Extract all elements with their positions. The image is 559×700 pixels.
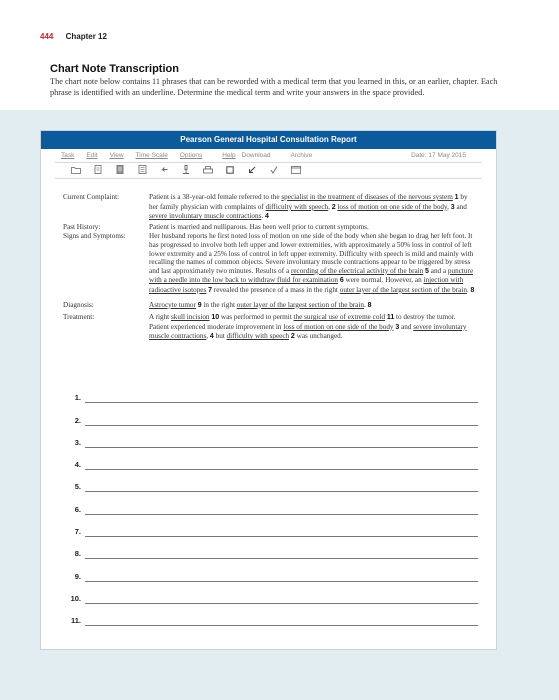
note-text-run: revealed the presence of a mass in the right <box>212 285 340 294</box>
answer-row <box>63 582 478 604</box>
answer-number: 4. <box>74 460 81 470</box>
note-text-run: A right <box>149 313 171 322</box>
diagnosis-text <box>149 301 475 311</box>
print-icon[interactable] <box>197 166 219 176</box>
answer-line[interactable] <box>85 572 478 582</box>
menu-view[interactable]: View <box>109 152 124 159</box>
answer-list <box>63 381 478 626</box>
answer-line[interactable] <box>85 482 478 492</box>
underlined-phrase: outer layer of the largest section of the brain <box>236 300 364 309</box>
reference-number: 2 <box>290 333 295 341</box>
note-text-run: to destroy the tumor. Patient experienced moderate improvement in <box>149 313 456 331</box>
answer-line[interactable] <box>85 527 478 537</box>
reference-number: 6 <box>339 277 344 285</box>
answer-row <box>63 604 478 626</box>
answer-number: 3. <box>74 437 81 447</box>
note-text-run: Her husband reports he first noted loss of motion on one side of the body when she began to drag her left foot. It has progressed to involve both left upper and lower extremities, with approximately a 50% loss in control of left lower extremity and a 25% loss of control in left upper extremity. Difficulty with speech is mild and mainly with recalling the names of common objects. Severe involuntary muscle contractions appear to be triggered by stress and last approximately two minutes. Results of a <box>149 232 474 275</box>
menu-archive[interactable]: Archive <box>290 152 313 159</box>
menu-download[interactable]: Download <box>241 152 271 159</box>
back-icon[interactable] <box>153 165 175 176</box>
note-text-run: but <box>213 332 227 341</box>
note-text-run: in the right <box>201 300 237 309</box>
reference-number: 3 <box>450 203 455 211</box>
diagnosis-row <box>63 301 475 311</box>
underlined-phrase: Astrocyte tumor <box>149 300 196 309</box>
answer-line[interactable] <box>85 460 478 470</box>
current-complaint-label: Current Complaint: <box>63 193 120 201</box>
note-text-run: and a <box>428 266 448 275</box>
reference-number: 5 <box>425 267 429 275</box>
answer-row <box>63 448 478 470</box>
underlined-phrase: specialist in the treatment of diseases of the nervous system <box>281 193 453 201</box>
document-icon[interactable] <box>87 165 109 176</box>
note-text-run: was unchanged. <box>294 332 343 341</box>
reference-number: 9 <box>197 301 202 309</box>
underlined-phrase: severe involuntary muscle contractions <box>149 212 262 221</box>
answer-number: 5. <box>74 482 81 492</box>
answer-row <box>63 470 478 492</box>
note-text-run: by her family physician with complaints of <box>149 193 468 211</box>
answer-number: 11. <box>70 616 81 626</box>
answer-row <box>63 403 478 425</box>
underlined-phrase: the surgical use of extreme cold <box>293 313 386 322</box>
microscope-icon[interactable] <box>175 165 197 176</box>
report-title: Pearson General Hospital Consultation Report <box>41 131 496 149</box>
past-history-text: Patient is married and nulliparous. Has been well prior to current symptoms. <box>149 222 369 231</box>
answer-number: 6. <box>74 504 81 514</box>
treatment-row <box>63 313 475 342</box>
menu-bar <box>41 149 496 162</box>
answer-line[interactable] <box>85 505 478 515</box>
current-complaint-row <box>63 193 475 222</box>
menu-edit[interactable]: Edit <box>86 152 98 159</box>
note-text-run: and <box>399 322 414 331</box>
note-text-run: Patient is a 38-year-old female referred to the <box>149 193 282 201</box>
underlined-phrase: injection with radioactive isotopes <box>149 276 464 294</box>
toolbar <box>55 162 482 179</box>
reference-number: 8 <box>470 286 475 294</box>
report-date: Date: 17 May 2015 <box>411 152 466 159</box>
answer-line[interactable] <box>85 549 478 559</box>
signs-symptoms-text <box>149 232 475 295</box>
underlined-phrase: skull incision <box>170 313 210 322</box>
current-complaint-text <box>149 193 475 222</box>
answer-number: 7. <box>74 527 81 537</box>
arrow-icon[interactable] <box>241 166 263 176</box>
consultation-report <box>40 130 497 650</box>
answer-row <box>63 515 478 537</box>
signs-symptoms-row <box>63 232 475 295</box>
answer-line[interactable] <box>85 416 478 426</box>
menu-time-scale[interactable]: Time Scale <box>135 152 168 159</box>
chart-note <box>63 193 475 343</box>
folder-icon[interactable] <box>65 166 87 176</box>
menu-task[interactable]: Task <box>61 152 75 159</box>
underlined-phrase: difficulty with speech <box>226 332 290 341</box>
answer-row <box>63 537 478 559</box>
reference-number: 2 <box>331 203 336 211</box>
underlined-phrase: recording of the electrical activity of the brain <box>290 266 424 275</box>
reference-number: 7 <box>208 286 212 294</box>
menu-help[interactable]: Help <box>222 152 236 159</box>
underlined-phrase: severe involuntary muscle contractions <box>149 322 467 341</box>
reference-number: 10 <box>211 314 220 322</box>
answer-number: 10. <box>70 593 81 603</box>
reference-number: 1 <box>454 194 459 201</box>
instructions-text: The chart note below contains 11 phrases that can be reworded with a medical term that you learned in this, or an earlier, chapter. Each phrase is identified with an underline. Determine the medical term and write your answers in the space provided. <box>50 77 498 97</box>
treatment-text <box>149 313 475 342</box>
diagnosis-label: Diagnosis: <box>63 300 94 309</box>
page-header <box>40 32 107 41</box>
answer-row <box>63 559 478 581</box>
answer-number: 1. <box>74 393 81 403</box>
underlined-phrase: difficulty with speech <box>265 202 329 211</box>
note-text-run: . <box>363 300 368 309</box>
section-title: Chart Note Transcription <box>50 63 179 75</box>
answer-line[interactable] <box>85 594 478 604</box>
reference-number: 4 <box>264 213 269 221</box>
answer-line[interactable] <box>85 393 478 403</box>
underlined-phrase: loss of motion on one side of the body <box>337 202 448 211</box>
note-text-run: , <box>447 202 451 211</box>
answer-line[interactable] <box>85 616 478 626</box>
page-number: 444 <box>40 32 54 41</box>
treatment-label: Treatment: <box>63 313 95 322</box>
list-icon[interactable] <box>109 165 131 176</box>
past-history-label: Past History: <box>63 222 101 231</box>
note-text-run: . <box>466 285 471 294</box>
past-history-row <box>63 223 475 232</box>
reference-number: 11 <box>386 314 395 322</box>
answer-row <box>63 492 478 514</box>
window-icon[interactable] <box>285 166 307 176</box>
reference-number: 8 <box>367 301 372 309</box>
menu-options[interactable]: Options <box>179 152 203 159</box>
answer-line[interactable] <box>85 438 478 448</box>
square-icon[interactable] <box>219 166 241 176</box>
note-text-run: was performed to permit <box>219 313 294 322</box>
check-icon[interactable] <box>263 166 285 176</box>
answer-row <box>63 426 478 448</box>
answer-number: 9. <box>74 571 81 581</box>
note-text-run: were normal. However, an <box>343 276 424 285</box>
answer-number: 8. <box>74 549 81 559</box>
underlined-phrase: puncture with a needle into the low back to withdraw fluid for examination <box>149 266 474 285</box>
answer-number: 2. <box>74 415 81 425</box>
chapter-label: Chapter 12 <box>65 32 107 41</box>
underlined-phrase: outer layer of the largest section of the brain <box>339 285 467 294</box>
underlined-phrase: loss of motion on one side of the body <box>283 322 394 331</box>
note-text-run: , <box>328 202 332 211</box>
answer-row <box>63 381 478 403</box>
note-text-run: , <box>206 332 210 341</box>
reference-number: 3 <box>395 323 400 331</box>
note-text-run: . <box>261 212 265 221</box>
notes-icon[interactable] <box>131 165 153 176</box>
signs-symptoms-label: Signs and Symptoms: <box>63 232 126 241</box>
reference-number: 4 <box>209 333 214 341</box>
note-text-run: and <box>454 202 467 211</box>
